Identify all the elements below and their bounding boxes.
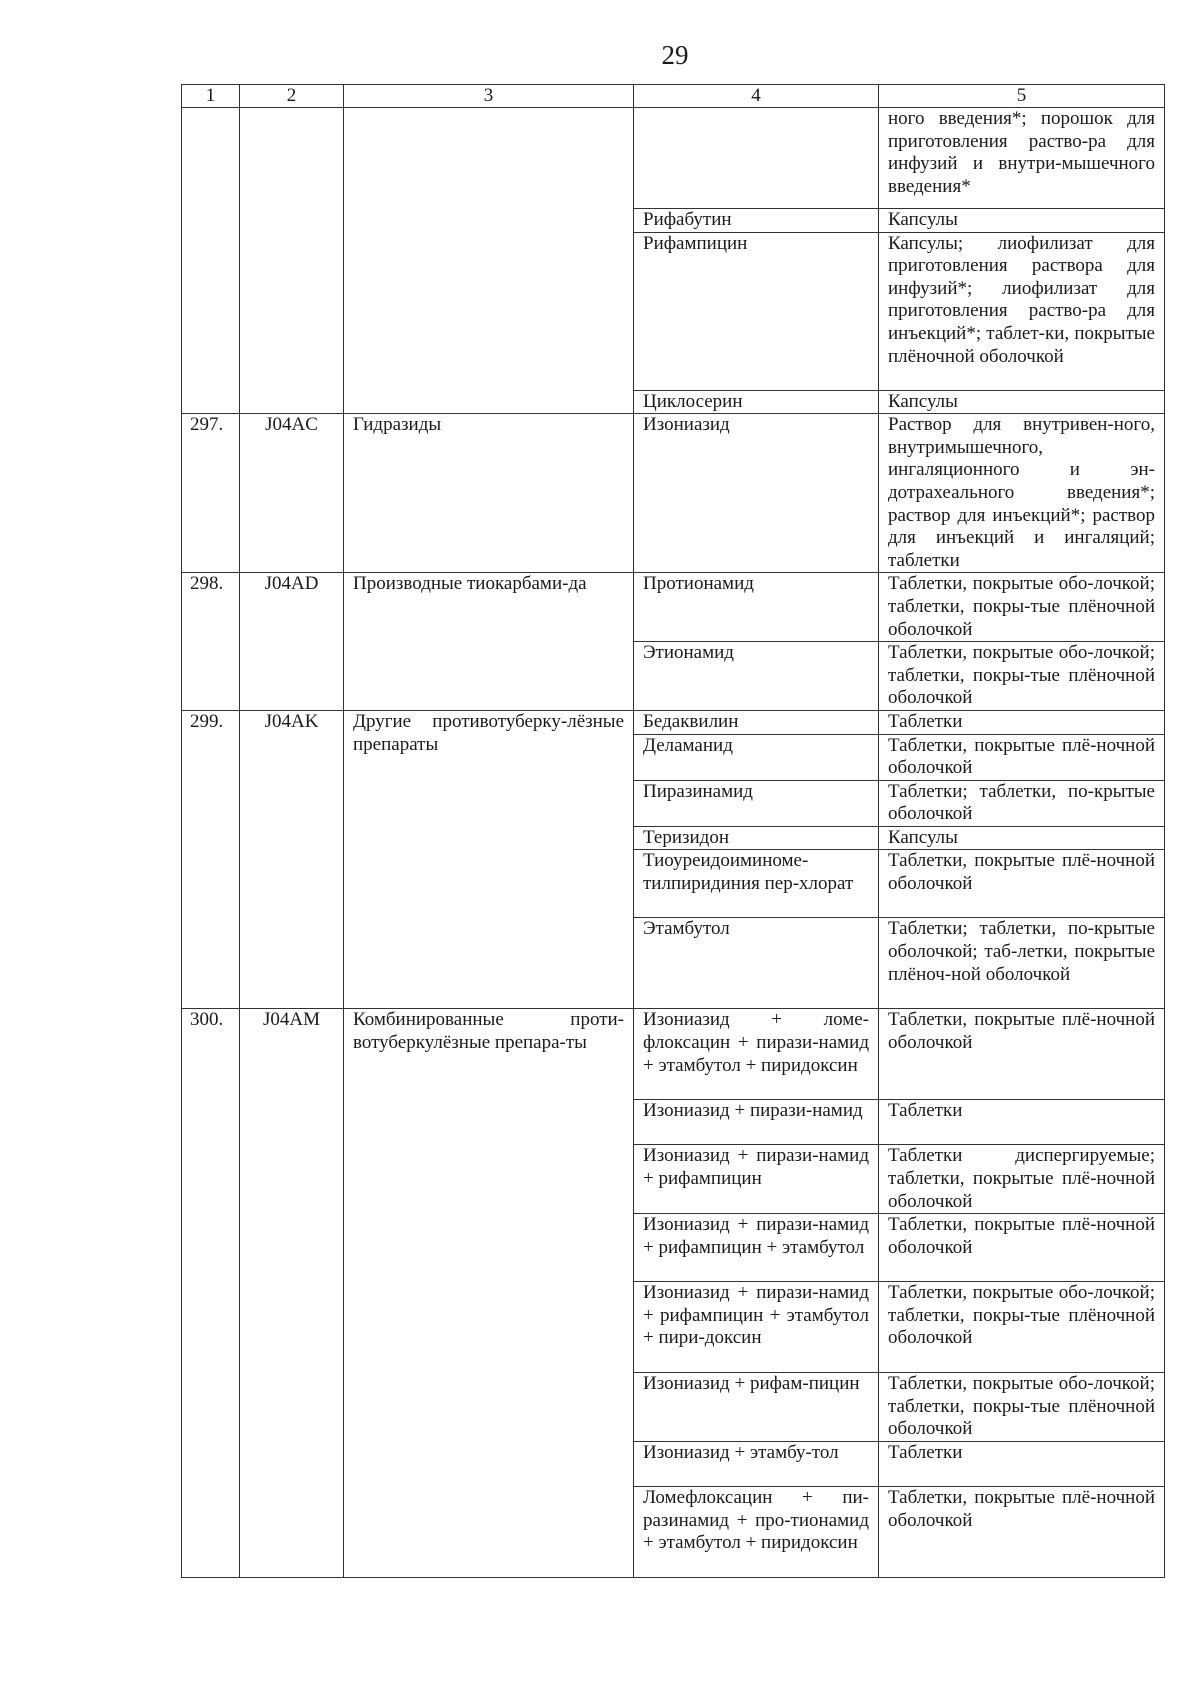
dosage-form: Капсулы xyxy=(879,390,1165,414)
dosage-form: Таблетки xyxy=(879,1100,1165,1145)
drug-name: Этамбутол xyxy=(634,918,879,1009)
drug-name: Пиразинамид xyxy=(634,780,879,826)
column-number: 3 xyxy=(344,85,634,108)
dosage-form: Капсулы xyxy=(879,209,1165,233)
drug-name: Протионамид xyxy=(634,573,879,642)
group-name: Производные тиокарбами-да xyxy=(344,573,634,711)
group-name: Другие противотуберку-лёзные препараты xyxy=(344,710,634,1009)
atc-code: J04AM xyxy=(240,1009,344,1578)
drug-name: Изониазид xyxy=(634,414,879,573)
dosage-form: Таблетки xyxy=(879,1442,1165,1487)
drug-name: Этионамид xyxy=(634,642,879,711)
table-row xyxy=(182,1009,1165,1100)
drug-name: Деламанид xyxy=(634,734,879,780)
drug-name: Тиоуреидоиминоме-тилпиридиния пер-хлорат xyxy=(634,850,879,918)
dosage-form: Таблетки xyxy=(879,710,1165,734)
drug-name: Бедаквилин xyxy=(634,710,879,734)
drug-name: Изониазид + пирази-намид + рифампицин + этамбутол + пири-доксин xyxy=(634,1282,879,1373)
drug-name: Рифабутин xyxy=(634,209,879,233)
dosage-form: Капсулы; лиофилизат для приготовления раствора для инфузий*; лиофилизат для приготовления раство-ра для инъекций*; таблет-ки, покрытые плёночной оболочкой xyxy=(879,232,1165,390)
column-number-row xyxy=(182,85,1165,108)
drug-name xyxy=(634,108,879,209)
group-number-cell xyxy=(182,108,240,414)
dosage-form: Таблетки; таблетки, по-крытые оболочкой xyxy=(879,780,1165,826)
group-name-cell xyxy=(344,108,634,414)
group-number: 300. xyxy=(182,1009,240,1578)
drug-name: Изониазид + пирази-намид xyxy=(634,1100,879,1145)
group-name: Гидразиды xyxy=(344,414,634,573)
table-row xyxy=(182,108,1165,209)
table-row xyxy=(182,414,1165,573)
dosage-form: Таблетки диспергируемые; таблетки, покрытые плё-ночной оболочкой xyxy=(879,1145,1165,1214)
group-number: 297. xyxy=(182,414,240,573)
drug-name: Теризидон xyxy=(634,826,879,850)
dosage-form: Таблетки, покрытые плё-ночной оболочкой xyxy=(879,1009,1165,1100)
dosage-form: Таблетки, покрытые обо-лочкой; таблетки, покры-тые плёночной оболочкой xyxy=(879,1373,1165,1442)
dosage-form: Таблетки, покрытые обо-лочкой; таблетки, покры-тые плёночной оболочкой xyxy=(879,1282,1165,1373)
drug-name: Циклосерин xyxy=(634,390,879,414)
drug-name: Рифампицин xyxy=(634,232,879,390)
dosage-form: Таблетки, покрытые обо-лочкой; таблетки, покры-тые плёночной оболочкой xyxy=(879,642,1165,711)
drug-list-table xyxy=(181,84,1165,1578)
dosage-form: Таблетки, покрытые плё-ночной оболочкой xyxy=(879,734,1165,780)
dosage-form: Таблетки, покрытые плё-ночной оболочкой xyxy=(879,1214,1165,1282)
dosage-form: Раствор для внутривен-ного, внутримышечного, ингаляционного и эн-дотрахеального введения*; раствор для инъекций*; раствор для инъекций и ингаляций; таблетки xyxy=(879,414,1165,573)
dosage-form: ного введения*; порошок для приготовления раство-ра для инфузий и внутри-мышечного введения* xyxy=(879,108,1165,209)
drug-name: Изониазид + рифам-пицин xyxy=(634,1373,879,1442)
column-number: 1 xyxy=(182,85,240,108)
column-number: 4 xyxy=(634,85,879,108)
dosage-form: Таблетки, покрытые плё-ночной оболочкой xyxy=(879,1487,1165,1578)
drug-name: Изониазид + пирази-намид + рифампицин xyxy=(634,1145,879,1214)
group-number: 298. xyxy=(182,573,240,711)
dosage-form: Таблетки, покрытые обо-лочкой; таблетки, покры-тые плёночной оболочкой xyxy=(879,573,1165,642)
dosage-form: Таблетки, покрытые плё-ночной оболочкой xyxy=(879,850,1165,918)
atc-code: J04AC xyxy=(240,414,344,573)
group-name: Комбинированные проти-вотуберкулёзные препара-ты xyxy=(344,1009,634,1578)
drug-name: Ломефлоксацин + пи-разинамид + про-тионамид + этамбутол + пиридоксин xyxy=(634,1487,879,1578)
table-row xyxy=(182,573,1165,642)
drug-name: Изониазид + ломе-флоксацин + пирази-намид + этамбутол + пиридоксин xyxy=(634,1009,879,1100)
group-number: 299. xyxy=(182,710,240,1009)
drug-name: Изониазид + этамбу-тол xyxy=(634,1442,879,1487)
table-row xyxy=(182,710,1165,734)
dosage-form: Капсулы xyxy=(879,826,1165,850)
dosage-form: Таблетки; таблетки, по-крытые оболочкой; таб-летки, покрытые плёноч-ной оболочкой xyxy=(879,918,1165,1009)
atc-code: J04AD xyxy=(240,573,344,711)
atc-code: J04AK xyxy=(240,710,344,1009)
column-number: 5 xyxy=(879,85,1165,108)
page-number: 29 xyxy=(661,40,689,70)
atc-code-cell xyxy=(240,108,344,414)
column-number: 2 xyxy=(240,85,344,108)
drug-name: Изониазид + пирази-намид + рифампицин + этамбутол xyxy=(634,1214,879,1282)
